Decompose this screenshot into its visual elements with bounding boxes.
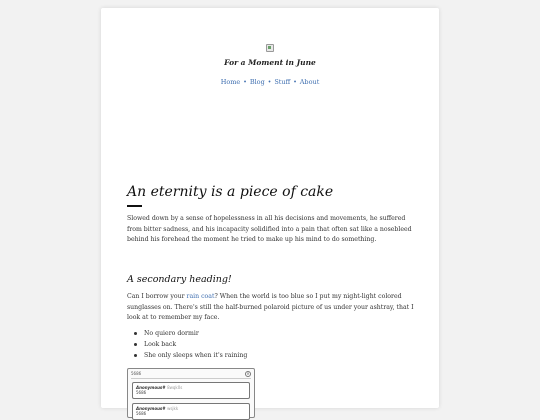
- site-logo-icon[interactable]: [266, 44, 274, 52]
- chat-message: [132, 403, 250, 420]
- chat-header-text: 5686: [131, 371, 142, 376]
- nav-home-link[interactable]: Home: [220, 78, 241, 86]
- list-item: Look back: [127, 339, 407, 350]
- message-time: wsjkk: [167, 406, 179, 411]
- main-nav: [101, 78, 439, 86]
- message-author: Anonymous#: [136, 406, 166, 411]
- rain-coat-link[interactable]: rain coat: [186, 293, 215, 300]
- paragraph-text: Can I borrow your: [127, 293, 187, 300]
- nav-separator: •: [267, 79, 272, 86]
- page-card: [101, 8, 439, 416]
- bullet-list: [127, 328, 407, 361]
- title-underline: [127, 205, 142, 207]
- nav-separator: •: [243, 79, 247, 86]
- chat-header: [131, 371, 251, 379]
- list-item: She only sleeps when it's raining: [127, 350, 407, 361]
- post-paragraph: Slowed down by a sense of hopelessness in all his decisions and movements, he suffered from bitter sadness, and his incapacity solidified into a pain that often sat like a nosebleed behind his forehead the moment he tried to make up his mind to do something.: [127, 215, 412, 243]
- post-paragraph-2: [127, 292, 417, 324]
- message-text: 5686: [136, 411, 147, 416]
- site-title[interactable]: For a Moment in June: [224, 58, 316, 67]
- chat-message: [132, 382, 250, 399]
- list-item: No quiero dormir: [127, 328, 407, 339]
- chat-widget: [127, 368, 255, 418]
- message-author: Anonymous#: [136, 385, 166, 390]
- close-icon[interactable]: ×: [246, 371, 250, 376]
- message-text: 5686: [136, 390, 147, 395]
- nav-separator: •: [293, 79, 297, 86]
- nav-blog-link[interactable]: Blog: [249, 78, 265, 86]
- secondary-heading: A secondary heading!: [127, 274, 232, 285]
- nav-stuff-link[interactable]: Stuff: [274, 78, 291, 86]
- post-title: An eternity is a piece of cake: [127, 184, 334, 200]
- message-time: 8wqk0s: [167, 385, 183, 390]
- nav-about-link[interactable]: About: [299, 78, 320, 86]
- paragraph-text: ? When the world is too blue so I put my night-light colored sunglasses on. There's still the half-burned polaroid picture of us under your ashtray, that I look at to remember my face.: [127, 293, 414, 321]
